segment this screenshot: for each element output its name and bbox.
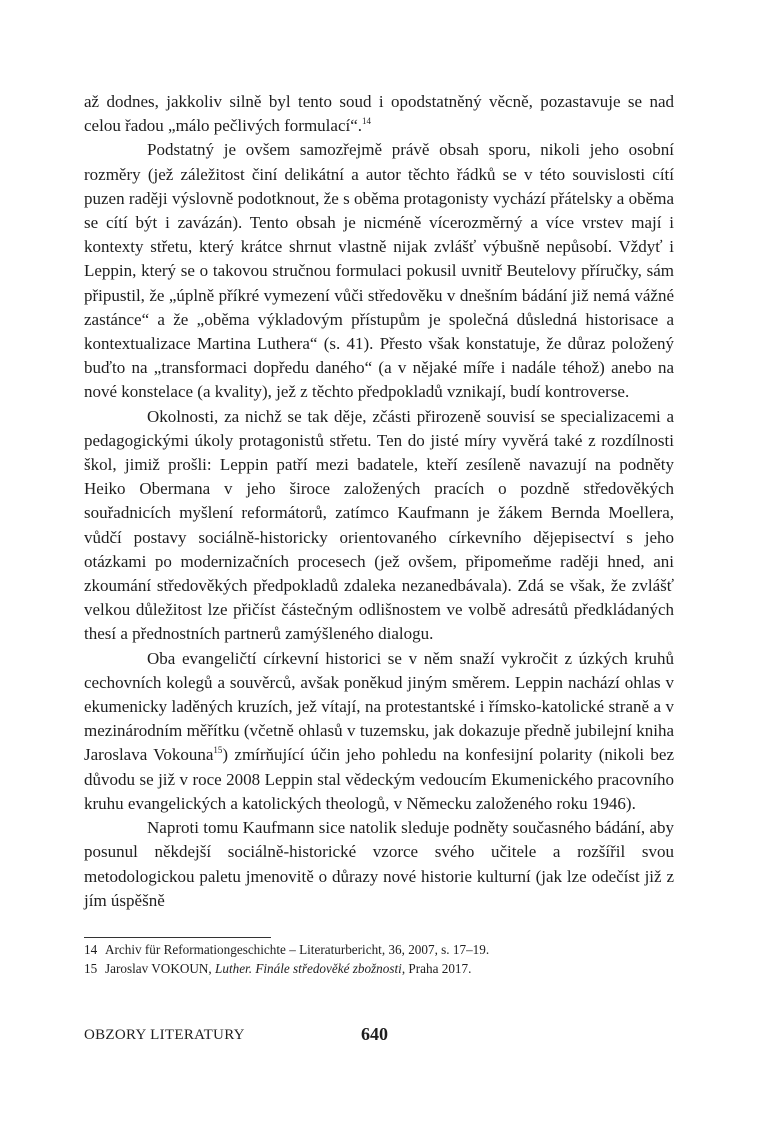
paragraph-5: Naproti tomu Kaufmann sice natolik sleduje podněty současného bádání, aby posunul někdejší sociálně-historické vzorce svého učitele a rozšířil svou metodologickou paletu jmenovitě o důrazy nové historie kulturní (jak lze odečíst již z jím úspěšně: [84, 818, 674, 910]
footnote-14: [84, 940, 674, 959]
paragraph-4-text-after: ) zmírňující účin jeho pohledu na konfesijní polarity (nikoli bez důvodu se již v roce 2008 Leppin stal vědeckým vedoucím Ekumenického pracovního kruhu evangelických a katolických theologů, v Německu založeného roku 1946).: [84, 745, 675, 813]
footnote-ref-15[interactable]: 15: [213, 744, 223, 755]
footnote-ref-14[interactable]: 14: [362, 115, 372, 126]
paragraph-4-text-before: Oba evangeličtí církevní historici se v něm snaží vykročit z úzkých kruhů cechovních kolegů a souvěrců, avšak poněkud jiným směrem. Leppin nachází ohlas v ekumenicky laděných kruzích, jež vítají, na protestantské i římsko-katolické straně a v mezinárodním měřítku (včetně ohlasů v tuzemsku, jak dokazuje předně jubilejní kniha Jaroslava Vokouna: [84, 648, 674, 765]
footnote-text: Archiv für Reformationgeschichte – Literaturbericht, 36, 2007, s. 17–19.: [105, 942, 490, 957]
footnotes: [84, 940, 674, 978]
paragraph-2: Podstatný je ovšem samozřejmě právě obsah sporu, nikoli jeho osobní rozměry (jež záležitost činí delikátní a autor těchto řádků se v této souvislosti cítí puzen raději výslovně podotknout, že s oběma protagonisty vychází přátelsky a oběma se cítí být i zavázán). Tento obsah je nicméně vícerozměrný a více vrstev mají i kontexty střetu, který krátce shrnut vlastně nijak zvlášť výbušně nepůsobí. Vždyť i Leppin, který se o takovou stručnou formulaci pokusil uvnitř Beutelovy příručky, sám připustil, že „úplně příkré vymezení vůči středověku v dnešním bádání již nemá vážné zastánce“ a že „oběma výkladovým přístupům je společná důsledná historisace a kontextualizace Martina Luthera“ (s. 41). Přesto však konstatuje, že důraz položený buďto na „transformaci dopředu daného“ (a v nějaké míře i nadále téhož) anebo na nové konstelace (a kvality), jež z těchto předpokladů vznikají, budí kontroverse.: [84, 140, 674, 402]
footnote-text: [105, 959, 471, 978]
paragraph-1: [84, 90, 674, 138]
main-text: [84, 90, 674, 913]
paragraph-1-text: až dodnes, jakkoliv silně byl tento soud i opodstatněný věcně, pozastavuje se nad celou řadou „málo pečlivých formulací“.: [84, 92, 674, 136]
footnote-author: Jaroslav VOKOUN,: [105, 961, 216, 976]
paragraph-4: [84, 647, 674, 816]
footnote-number: 15: [84, 961, 98, 976]
journal-name: OBZORY LITERATURY: [84, 1027, 245, 1043]
page-number: 640: [361, 1024, 388, 1044]
footnote-number: 14: [84, 942, 98, 957]
paragraph-3: Okolnosti, za nichž se tak děje, zčásti přirozeně souvisí se specializacemi a pedagogickými úkoly protagonistů střetu. Ten do jisté míry vyvěrá také z rozdílnosti škol, jimiž prošli: Leppin patří mezi badatele, kteří zesíleně navazují na podněty Heiko Obermana v jeho široce založených pracích o pozdně středověkých souřadnicích myšlení reformátorů, zatímco Kaufmann je žákem Bernda Moellera, vůdčí postavy sociálně-historicky orientovaného církevního dějepisectví s jeho otázkami po modernizačních procesech (jež ovšem, připomeňme raději hned, ani zkoumání středověkých předpokladů zdaleka nezanedbávala). Zdá se však, že zvlášť velkou důležitost lze přičíst částečným odlišnostem ve volbě adresátů předkládaných thesí a přednostních partnerů zamýšleného dialogu.: [84, 406, 674, 644]
footnote-15: [84, 959, 674, 978]
footnote-publication: , Praha 2017.: [401, 961, 472, 976]
footnote-book-title: Luther. Finále středověké zbožnosti: [215, 961, 402, 976]
footnote-divider: [84, 937, 271, 938]
